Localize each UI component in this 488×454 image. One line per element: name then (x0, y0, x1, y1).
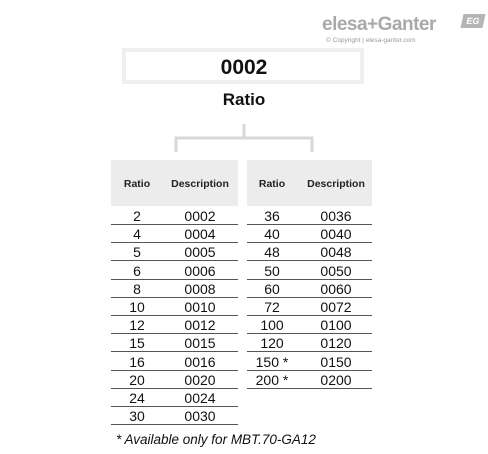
header-description: Description (307, 178, 365, 190)
cell-description: 0004 (184, 226, 216, 243)
cell-description: 0072 (320, 299, 352, 315)
cell-description: 0015 (184, 335, 216, 352)
row-divider (111, 424, 238, 425)
cell-description: 0020 (184, 371, 216, 388)
table-row (111, 262, 238, 280)
cell-ratio: 6 (133, 262, 141, 279)
cell-ratio: 120 (260, 335, 284, 352)
table-row (247, 243, 372, 261)
table-row (111, 225, 238, 243)
cell-ratio: 36 (264, 208, 280, 224)
product-code: 0002 (220, 56, 268, 79)
table-row (247, 207, 372, 225)
copyright-text: © Copyright | elesa-ganter.com (326, 37, 416, 44)
cell-description: 0030 (184, 408, 216, 425)
cell-description: 0200 (320, 371, 352, 388)
table-row (111, 371, 238, 389)
cell-ratio: 40 (264, 226, 280, 243)
cell-description: 0048 (320, 244, 352, 261)
cell-ratio: 24 (129, 390, 145, 406)
table-row (111, 334, 238, 352)
cell-description: 0012 (184, 317, 216, 334)
row-divider (247, 388, 372, 389)
table-row (111, 353, 238, 371)
cell-description: 0024 (184, 390, 216, 406)
cell-ratio: 30 (129, 408, 145, 425)
cell-ratio: 100 (260, 317, 284, 334)
table-row (247, 298, 372, 316)
bracket-connector (0, 0, 488, 160)
cell-ratio: 16 (129, 353, 145, 370)
cell-ratio: 60 (264, 280, 280, 297)
table-row (247, 316, 372, 334)
table-row (111, 389, 238, 407)
table-row (111, 298, 238, 316)
cell-description: 0040 (320, 226, 352, 243)
cell-ratio: 72 (264, 299, 280, 315)
cell-description: 0036 (320, 208, 352, 224)
cell-ratio: 48 (264, 244, 280, 261)
header-ratio: Ratio (258, 178, 286, 190)
footnote: * Available only for MBT.70-GA12 (116, 432, 316, 447)
table-header (247, 160, 372, 206)
header-ratio: Ratio (123, 178, 151, 190)
cell-ratio: 15 (129, 335, 145, 352)
table-row (111, 207, 238, 225)
brand-name: elesa+Ganter (322, 14, 436, 35)
table-row (247, 353, 372, 371)
cell-ratio: 4 (133, 226, 141, 243)
cell-ratio: 5 (133, 244, 141, 261)
cell-description: 0010 (184, 299, 216, 315)
table-header (111, 160, 238, 206)
cell-description: 0008 (184, 280, 216, 297)
table-row (111, 316, 238, 334)
cell-ratio: 50 (264, 262, 280, 279)
table-row (111, 407, 238, 425)
table-row (247, 280, 372, 298)
cell-ratio: 200 * (255, 371, 289, 388)
table-row (247, 371, 372, 389)
brand-badge: EG (461, 14, 486, 28)
table-row (247, 225, 372, 243)
cell-description: 0002 (184, 208, 216, 224)
cell-ratio: 2 (133, 208, 141, 224)
cell-description: 0150 (320, 353, 352, 370)
cell-description: 0100 (320, 317, 352, 334)
cell-ratio: 10 (129, 299, 145, 315)
cell-description: 0006 (184, 262, 216, 279)
cell-ratio: 8 (133, 280, 141, 297)
table-row (111, 243, 238, 261)
cell-description: 0060 (320, 280, 352, 297)
section-title: Ratio (222, 90, 266, 109)
table-row (111, 280, 238, 298)
cell-ratio: 12 (129, 317, 145, 334)
header-description: Description (171, 178, 229, 190)
cell-description: 0016 (184, 353, 216, 370)
cell-description: 0050 (320, 262, 352, 279)
cell-description: 0005 (184, 244, 216, 261)
table-row (247, 334, 372, 352)
cell-description: 0120 (320, 335, 352, 352)
cell-ratio: 20 (129, 371, 145, 388)
cell-ratio: 150 * (255, 353, 289, 370)
table-row (247, 262, 372, 280)
